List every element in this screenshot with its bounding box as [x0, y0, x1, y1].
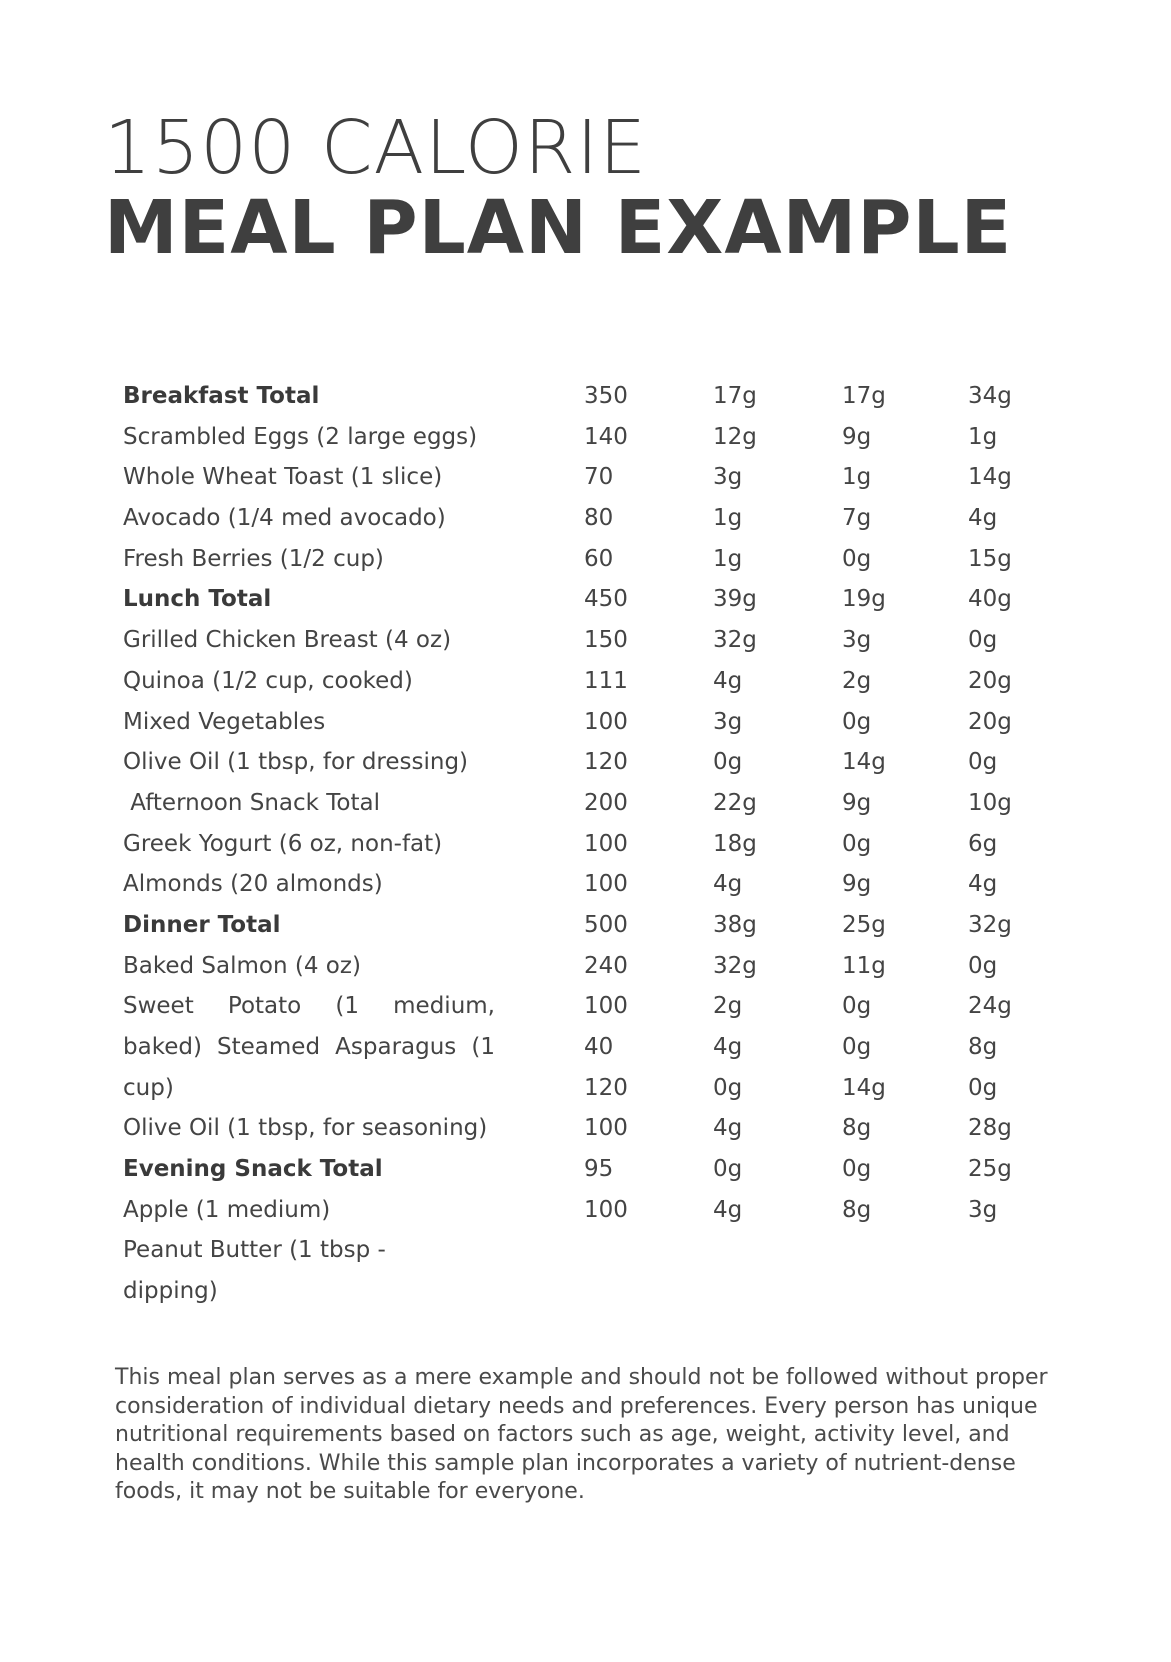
food-item: dipping) [123, 1278, 218, 1305]
fat-value: 0g [842, 830, 872, 857]
food-item: Almonds (20 almonds) [123, 871, 383, 898]
carbs-value: 34g [968, 383, 1012, 409]
title-line-1: 1500 CALORIE [104, 105, 647, 191]
carbs-value: 32g [968, 911, 1012, 938]
food-item: Avocado (1/4 med avocado) [123, 505, 446, 532]
calories-value: 120 [584, 1074, 628, 1101]
carbs-value: 0g [968, 1074, 998, 1101]
calories-value: 120 [584, 749, 628, 776]
calories-value: 200 [584, 789, 628, 816]
protein-value: 18g [713, 830, 757, 857]
food-item: Quinoa (1/2 cup, cooked) [123, 667, 413, 694]
food-column [123, 376, 495, 1312]
food-item: Grilled Chicken Breast (4 oz) [123, 627, 452, 654]
protein-value: 3g [713, 708, 743, 735]
calories-value: 95 [584, 1156, 614, 1183]
calories-value: 450 [584, 586, 628, 613]
protein-value: 4g [713, 1196, 743, 1223]
carbs-value: 28g [968, 1115, 1012, 1142]
food-item: Baked Salmon (4 oz) [123, 952, 361, 979]
fat-value: 14g [842, 1074, 886, 1101]
food-item: Breakfast Total [123, 383, 320, 409]
fat-value: 8g [842, 1115, 872, 1142]
calories-value: 140 [584, 423, 628, 450]
protein-value: 38g [713, 911, 757, 938]
fat-value: 7g [842, 505, 872, 532]
food-item: Lunch Total [123, 586, 272, 613]
fat-value: 0g [842, 1156, 872, 1183]
protein-value: 0g [713, 1156, 743, 1183]
fat-value: 0g [842, 708, 872, 735]
calories-value: 500 [584, 911, 628, 938]
carbs-value: 6g [968, 830, 998, 857]
calories-value: 100 [584, 993, 628, 1020]
carbs-value: 10g [968, 789, 1012, 816]
calories-value: 150 [584, 627, 628, 654]
carbs-value: 40g [968, 586, 1012, 613]
food-item: Mixed Vegetables [123, 708, 326, 735]
food-item: Peanut Butter (1 tbsp - [123, 1237, 386, 1264]
protein-value: 22g [713, 789, 757, 816]
food-item: baked) Steamed Asparagus (1 [123, 1034, 495, 1060]
carbs-value: 20g [968, 708, 1012, 735]
carbs-value: 20g [968, 667, 1012, 694]
calories-value: 60 [584, 545, 614, 572]
calories-value: 70 [584, 464, 614, 491]
protein-column [713, 376, 757, 1230]
fat-value: 25g [842, 911, 886, 938]
fat-value: 14g [842, 749, 886, 776]
fat-value: 8g [842, 1196, 872, 1223]
protein-value: 1g [713, 545, 743, 572]
protein-value: 4g [713, 1115, 743, 1142]
carbs-value: 1g [968, 423, 998, 450]
food-item: Afternoon Snack Total [123, 789, 381, 816]
protein-value: 2g [713, 993, 743, 1020]
food-item: Olive Oil (1 tbsp, for dressing) [123, 749, 469, 776]
food-item: Apple (1 medium) [123, 1196, 331, 1223]
carbs-value: 8g [968, 1034, 998, 1060]
fat-value: 11g [842, 952, 886, 979]
fat-value: 9g [842, 871, 872, 898]
calories-value: 80 [584, 505, 614, 532]
calories-value: 100 [584, 871, 628, 898]
carbs-value: 0g [968, 627, 998, 654]
fat-value: 0g [842, 1034, 872, 1060]
protein-value: 12g [713, 423, 757, 450]
calories-value: 100 [584, 708, 628, 735]
calories-value: 100 [584, 830, 628, 857]
title-line-2: MEAL PLAN EXAMPLE [104, 185, 1013, 271]
protein-value: 32g [713, 952, 757, 979]
carbs-value: 25g [968, 1156, 1012, 1183]
protein-value: 4g [713, 1034, 743, 1060]
carbs-value: 4g [968, 505, 998, 532]
carbs-value: 24g [968, 993, 1012, 1020]
food-item: Scrambled Eggs (2 large eggs) [123, 423, 478, 450]
fat-value: 0g [842, 545, 872, 572]
carbs-column [968, 376, 1012, 1230]
protein-value: 4g [713, 871, 743, 898]
carbs-value: 0g [968, 952, 998, 979]
food-item: Whole Wheat Toast (1 slice) [123, 464, 443, 491]
protein-value: 0g [713, 1074, 743, 1101]
calories-value: 100 [584, 1115, 628, 1142]
carbs-value: 0g [968, 749, 998, 776]
fat-value: 17g [842, 383, 886, 409]
page-title [104, 105, 1013, 271]
food-item: Dinner Total [123, 911, 281, 938]
calories-column [584, 376, 628, 1230]
protein-value: 0g [713, 749, 743, 776]
fat-value: 1g [842, 464, 872, 491]
protein-value: 3g [713, 464, 743, 491]
fat-value: 2g [842, 667, 872, 694]
fat-value: 3g [842, 627, 872, 654]
food-item: Evening Snack Total [123, 1156, 383, 1183]
fat-value: 19g [842, 586, 886, 613]
fat-value: 9g [842, 789, 872, 816]
protein-value: 17g [713, 383, 757, 409]
calories-value: 240 [584, 952, 628, 979]
food-item: cup) [123, 1074, 174, 1101]
food-item: Olive Oil (1 tbsp, for seasoning) [123, 1115, 488, 1142]
calories-value: 40 [584, 1034, 614, 1060]
calories-value: 111 [584, 667, 628, 694]
food-item: Fresh Berries (1/2 cup) [123, 545, 384, 572]
carbs-value: 3g [968, 1196, 998, 1223]
carbs-value: 4g [968, 871, 998, 898]
protein-value: 1g [713, 505, 743, 532]
fat-value: 9g [842, 423, 872, 450]
calories-value: 100 [584, 1196, 628, 1223]
carbs-value: 14g [968, 464, 1012, 491]
calories-value: 350 [584, 383, 628, 409]
disclaimer-text: This meal plan serves as a mere example and should not be followed without proper consideration of individual dietary needs and preferences. Every person has unique nutritional requirements based on factors such as age, weight, activity level, and health conditions. While this sample plan incorporates a variety of nutrient-dense foods, it may not be suitable for everyone. [115, 1365, 1048, 1505]
food-item: Sweet Potato (1 medium, [123, 993, 495, 1020]
protein-value: 39g [713, 586, 757, 613]
protein-value: 4g [713, 667, 743, 694]
fat-value: 0g [842, 993, 872, 1020]
carbs-value: 15g [968, 545, 1012, 572]
protein-value: 32g [713, 627, 757, 654]
food-item: Greek Yogurt (6 oz, non-fat) [123, 830, 443, 857]
fat-column [842, 376, 886, 1230]
